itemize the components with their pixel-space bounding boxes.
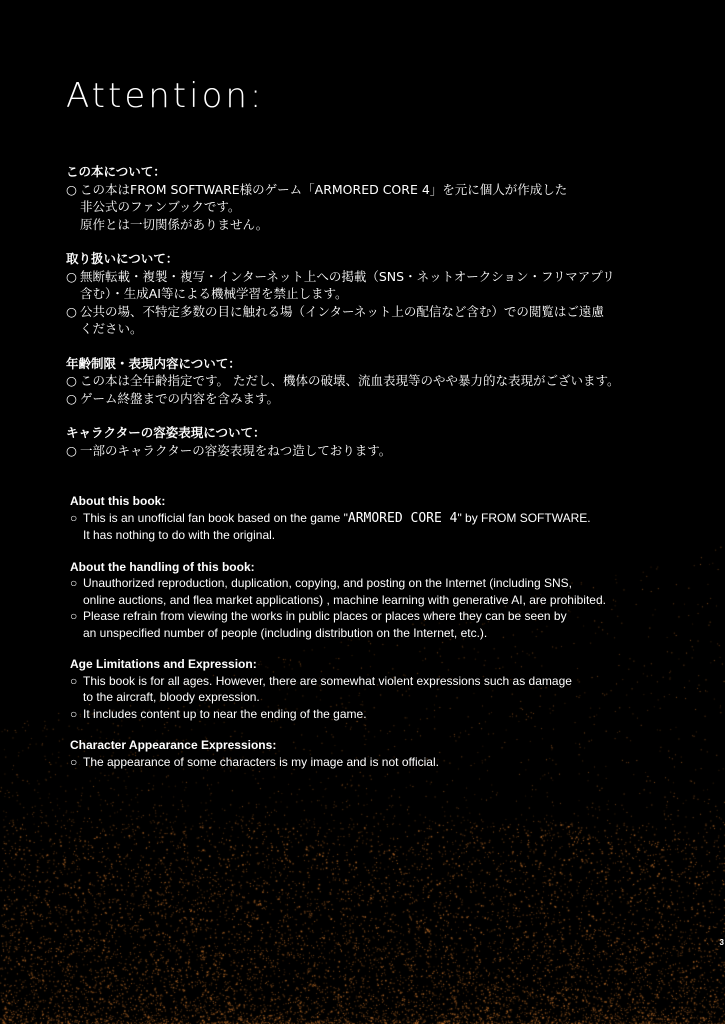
- list-item-text: この本はFROM SOFTWARE様のゲーム「ARMORED CORE 4」を元に個人が作成した 非公式のファンブックです。 原作とは一切関係がありません。: [80, 181, 568, 232]
- en-section-about-book: [70, 493, 695, 544]
- bullet-circle-icon: ○: [66, 303, 77, 319]
- list-item: [70, 510, 695, 544]
- list-item-text: [83, 510, 695, 544]
- bullet-circle-icon: ○: [70, 706, 78, 721]
- list-item-text: 一部のキャラクターの容姿表現をねつ造しております。: [80, 442, 392, 458]
- jp-section-handling: [66, 250, 706, 338]
- bullet-circle-icon: ○: [70, 673, 78, 688]
- list-item: [66, 303, 706, 338]
- bullet-circle-icon: ○: [66, 442, 77, 458]
- jp-section-heading: 取り扱いについて：: [66, 251, 179, 266]
- list-item: [66, 442, 706, 460]
- en-section-age-limit: [70, 656, 695, 722]
- bullet-circle-icon: ○: [66, 181, 77, 197]
- list-item-text: この本は全年齢指定です。 ただし、機体の破壊、流血表現等のやや暴力的な表現がございます。: [80, 373, 620, 388]
- game-title: ARMORED CORE 4: [347, 510, 458, 526]
- bullet-circle-icon: ○: [70, 510, 78, 525]
- jp-section-about-book: [66, 163, 706, 233]
- list-item: [66, 268, 706, 303]
- list-item-text: 無断転載・複製・複写・インターネット上への掲載（SNS・ネットオークション・フリマアプリ 含む）・生成AI等による機械学習を禁止します。: [80, 268, 615, 301]
- list-item: [70, 673, 695, 706]
- english-notice: [70, 493, 695, 785]
- bullet-circle-icon: ○: [70, 576, 78, 590]
- bullet-circle-icon: ○: [66, 373, 77, 388]
- list-item: [70, 754, 695, 771]
- list-item-text: Unauthorized reproduction, duplication, copying, and posting on the Internet (including SNS, online auctions, and flea market applications) , machine learning with generative AI, are prohibited.: [83, 576, 606, 607]
- list-item-text: ゲーム終盤までの内容を含みます。: [80, 390, 280, 406]
- jp-section-heading: この本について：: [66, 164, 166, 179]
- list-item: [70, 575, 695, 608]
- list-item-text: This book is for all ages. However, there are somewhat violent expressions such as damage to the aircraft, bloody expression.: [83, 673, 572, 704]
- list-item: [70, 706, 695, 723]
- jp-section-heading: 年齢制限・表現内容について：: [66, 355, 241, 371]
- en-section-heading: Character Appearance Expressions:: [70, 738, 277, 752]
- en-section-character-appearance: [70, 737, 695, 770]
- bullet-circle-icon: ○: [70, 754, 78, 769]
- page-number: 3: [719, 938, 724, 947]
- list-item: [70, 608, 695, 641]
- list-item-text: 公共の場、不特定多数の目に触れる場（インターネット上の配信など含む）での閲覧はご遠慮 ください。: [80, 303, 604, 336]
- jp-section-age-limit: [66, 355, 706, 408]
- jp-section-heading: キャラクターの容姿表現について：: [66, 425, 266, 440]
- list-item: [66, 181, 706, 234]
- list-item-text: The appearance of some characters is my image and is not official.: [83, 754, 439, 769]
- list-item: [66, 372, 706, 390]
- en-section-handling: [70, 559, 695, 642]
- bullet-circle-icon: ○: [66, 390, 77, 406]
- bullet-circle-icon: ○: [70, 609, 78, 623]
- en-section-heading: About this book:: [70, 494, 166, 508]
- list-item-text: It includes content up to near the ending of the game.: [83, 706, 367, 721]
- list-item-text: Please refrain from viewing the works in public places or places where they can be seen by an unspecified number of people (including distribution on the Internet, etc.).: [83, 609, 567, 640]
- japanese-notice: [66, 163, 706, 476]
- list-item-text-part: This is an unofficial fan book based on the game ": [83, 510, 348, 525]
- page-title: Attention:: [66, 76, 265, 116]
- jp-section-character-appearance: [66, 424, 706, 459]
- en-section-heading: Age Limitations and Expression:: [70, 657, 257, 671]
- bullet-circle-icon: ○: [66, 268, 77, 284]
- list-item-text-part: " by FROM SOFTWARE. It has nothing to do with the original.: [83, 510, 591, 542]
- list-item: [66, 390, 706, 408]
- en-section-heading: About the handling of this book:: [70, 559, 255, 574]
